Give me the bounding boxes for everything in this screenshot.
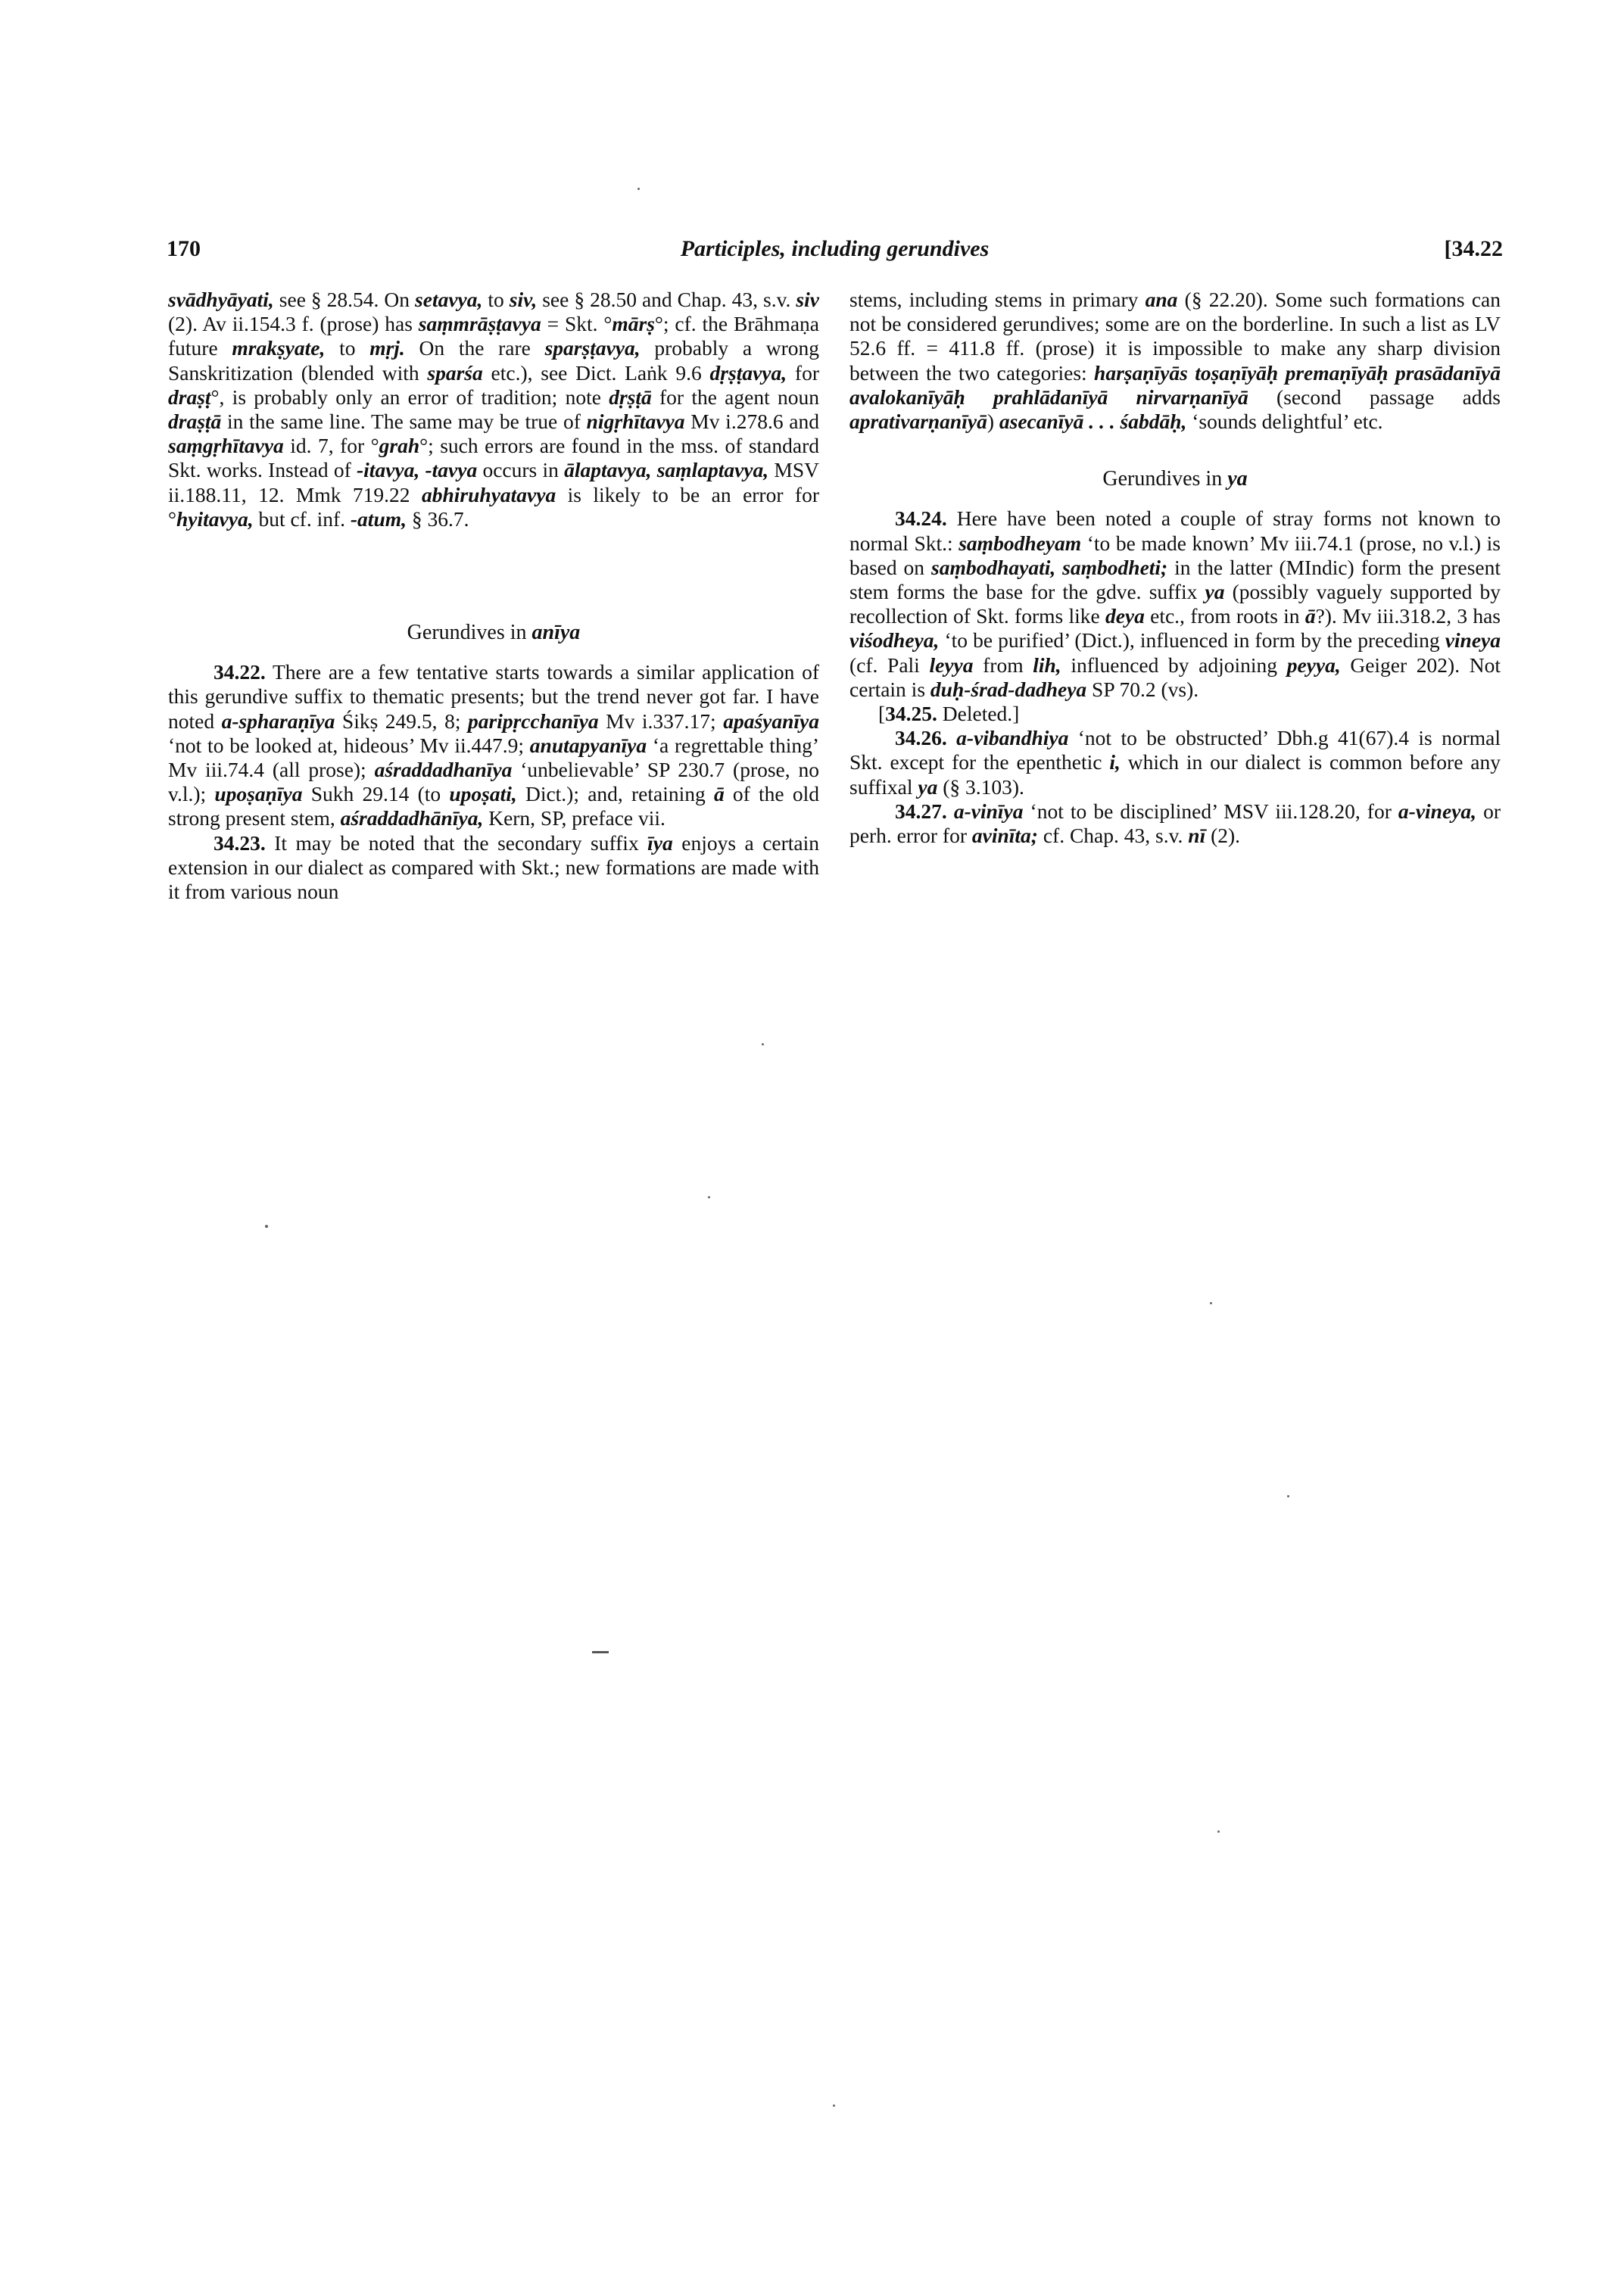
section-number: 34.26. <box>895 726 947 750</box>
text-run: (§ 22.20). Some such formations can not be considered gerundives; some are on the borderline. In such a list as LV 52.6 ff. = 411.8 ff. (prose) it is impossible to make any sharp division between the two categories: <box>849 288 1501 385</box>
term: -itavya, -tavya <box>357 458 478 482</box>
running-header <box>167 236 1503 266</box>
text-run: ?). Mv iii.318.2, 3 has <box>1315 604 1501 628</box>
text-run: cf. Chap. 43, s.v. <box>1037 824 1189 848</box>
text-run: (second passage adds <box>1248 385 1501 409</box>
paragraph-continuation-right <box>849 288 1501 434</box>
paragraph-34-24 <box>849 506 1501 702</box>
term: a-vinīya <box>953 799 1024 823</box>
text-run: etc.), see Dict. Laṅk 9.6 <box>482 360 710 385</box>
term: aprativarṇanīyā <box>849 410 987 434</box>
text-run: to <box>325 336 370 360</box>
term: viśodheya, <box>849 628 940 653</box>
text-run: but cf. inf. <box>253 506 351 531</box>
term: avinīta; <box>971 824 1038 848</box>
section-number: 34.23. <box>214 830 266 855</box>
text-run: or perh. error for <box>849 799 1501 848</box>
scan-speck <box>708 1196 710 1198</box>
term: anutapyanīya <box>529 733 647 757</box>
text-run: occurs in <box>477 458 565 482</box>
text-run: (§ 3.103). <box>937 774 1024 799</box>
scan-speck <box>265 1225 268 1228</box>
term: saṃbodheyam <box>959 531 1082 555</box>
term: apaśyanīya <box>723 709 820 733</box>
paragraph-34-22 <box>168 660 819 830</box>
page-number: 170 <box>167 236 201 261</box>
text-run: influenced by adjoining <box>1061 653 1287 677</box>
section-heading-aniya <box>168 621 819 645</box>
term: ana <box>1145 288 1178 311</box>
term: paripṛcchanīya <box>468 709 599 733</box>
term: harṣaṇīyās toṣaṇīyāḥ premaṇīyāḥ prasādanīyā avalokanīyāḥ prahlādanīyā nirvarṇanīyā <box>849 360 1501 409</box>
term: siv <box>796 288 819 311</box>
term: mrakṣyate, <box>232 336 326 360</box>
paragraph-34-26 <box>849 726 1501 799</box>
text-run: Sukh 29.14 (to <box>302 782 450 806</box>
text-run: § 36.7. <box>407 506 469 531</box>
heading-text: Gerundives in <box>407 621 532 645</box>
text-run: There are a few tentative starts towards a similar application of this gerundive suffix to thematic presents; but the trend never got far. I have noted <box>168 660 819 733</box>
text-run: see § 28.54. On <box>273 288 416 311</box>
right-column <box>849 288 1501 848</box>
text-run: Mv i.337.17; <box>598 709 724 733</box>
paragraph-34-23 <box>168 831 819 905</box>
term: peyya, <box>1286 653 1341 677</box>
text-run: Here have been noted a couple of stray forms not known to normal Skt.: <box>849 506 1501 555</box>
scan-speck <box>1287 1495 1289 1497</box>
text-run: MSV ii.188.11, 12. Mmk 719.22 <box>168 458 819 506</box>
text-run: (2). <box>1205 824 1241 848</box>
term: dṛṣṭā <box>609 385 652 409</box>
text-run: etc., from roots in <box>1144 604 1305 628</box>
term: asecanīyā . . . śabdāḥ, <box>999 410 1187 434</box>
text-run: enjoys a certain extension in our dialect as compared with Skt.; new formations are made with it from various noun <box>168 830 820 904</box>
term: abhiruhyatavya <box>421 482 556 506</box>
term: deya <box>1105 604 1145 628</box>
text-run: see § 28.50 and Chap. 43, s.v. <box>537 288 796 311</box>
term: dṛṣṭavya, <box>709 360 787 385</box>
left-column <box>168 288 819 904</box>
term: sparśa <box>427 360 483 385</box>
term: lih, <box>1033 653 1061 677</box>
text-run: ‘a regrettable thing’ Mv iii.74.4 (all prose); <box>168 733 819 782</box>
scan-mark <box>592 1651 609 1653</box>
text-run: ‘sounds delightful’ etc. <box>1186 410 1383 434</box>
term: draṣṭā <box>168 410 222 434</box>
term: duḥ-śrad-dadheya <box>930 677 1087 701</box>
section-heading-ya <box>849 467 1501 491</box>
section-number: 34.25. <box>885 702 937 726</box>
term: upoṣati, <box>449 782 517 806</box>
scan-speck <box>637 188 640 190</box>
section-reference: [34.22 <box>1444 236 1503 261</box>
text-run <box>947 799 954 823</box>
text-run: is likely to be an error for ° <box>168 482 820 531</box>
paragraph-continuation <box>168 288 819 531</box>
term: saṃbodhayati, saṃbodheti; <box>931 555 1168 579</box>
term: sparṣṭavya, <box>544 336 641 360</box>
term: draṣṭ <box>168 385 211 409</box>
scan-speck <box>1217 1830 1220 1833</box>
term: aśraddadhānīya, <box>340 806 484 830</box>
running-title: Participles, including gerundives <box>680 236 990 261</box>
text-run: in the same line. The same may be true of <box>221 410 587 434</box>
term: siv, <box>509 288 538 311</box>
section-number: 34.27. <box>895 799 947 823</box>
text-run: Geiger 202). Not certain is <box>849 653 1501 701</box>
heading-text: Gerundives in <box>1102 467 1228 491</box>
text-run: Deleted.] <box>937 702 1020 726</box>
text-run: = Skt. ° <box>541 312 613 336</box>
text-run: to <box>482 288 510 311</box>
heading-term: ya <box>1227 467 1248 491</box>
term: hyitavya, <box>176 506 254 531</box>
term: saṃmrāṣṭavya <box>418 312 541 336</box>
text-run: SP 70.2 (vs). <box>1086 677 1199 701</box>
term: ya <box>918 774 938 799</box>
heading-term: anīya <box>531 621 581 645</box>
term: ā <box>1304 604 1316 628</box>
text-run: for <box>787 360 819 385</box>
text-run: (possibly vaguely supported by recollection of Skt. forms like <box>849 580 1501 628</box>
term: grah <box>379 434 420 458</box>
term: nigṛhītavya <box>586 410 685 434</box>
section-number: 34.22. <box>214 660 266 684</box>
term: -atum, <box>350 506 407 531</box>
term: a-vibandhiya <box>956 726 1069 750</box>
text-run: Śikṣ 249.5, 8; <box>335 709 468 733</box>
text-run: id. 7, for ° <box>283 434 379 458</box>
text-run: [ <box>878 702 886 726</box>
term: vineya <box>1445 628 1501 653</box>
term: setavya, <box>415 288 483 311</box>
scan-speck <box>1210 1302 1212 1304</box>
term: ālaptavya, saṃlaptavya, <box>564 458 769 482</box>
term: īya <box>647 830 673 855</box>
scan-speck <box>833 2105 835 2107</box>
term: svādhyāyati, <box>168 288 274 311</box>
text-run: On the rare <box>404 336 545 360</box>
term: i, <box>1109 750 1121 774</box>
text-run: Dict.); and, retaining <box>516 782 714 806</box>
text-run: stems, including stems in primary <box>849 288 1146 311</box>
term: a-vineya, <box>1398 799 1477 823</box>
text-run: It may be noted that the secondary suffix <box>265 830 648 855</box>
term: ā <box>713 782 725 806</box>
paragraph-34-25 <box>849 702 1501 726</box>
term: leyya <box>929 653 974 677</box>
text-run: (2). Av ii.154.3 f. (prose) has <box>168 312 419 336</box>
term: ya <box>1205 580 1225 604</box>
term: nī <box>1188 824 1206 848</box>
paragraph-34-27 <box>849 799 1501 848</box>
text-run: in the latter (MIndic) form the present stem forms the base for the gdve. suffix <box>849 555 1501 604</box>
text-run: (cf. Pali <box>849 653 930 677</box>
text-run: ‘not to be looked at, hideous’ Mv ii.447.9; <box>168 733 530 757</box>
term: a-spharaṇīya <box>221 709 335 733</box>
text-run: ‘not to be disciplined’ MSV iii.128.20, for <box>1023 799 1398 823</box>
text-run: probably a wrong Sanskritization (blended with <box>168 336 820 385</box>
text-run: °; such errors are found in the mss. of standard Skt. works. Instead of <box>168 434 819 482</box>
term: upoṣaṇīya <box>214 782 303 806</box>
section-number: 34.24. <box>895 506 947 531</box>
text-run: Kern, SP, preface vii. <box>483 806 665 830</box>
text-run: ) <box>987 410 999 434</box>
term: saṃgṛhītavya <box>168 434 284 458</box>
text-run: from <box>973 653 1033 677</box>
text-run: for the agent noun <box>651 385 819 409</box>
term: aśraddadhanīya <box>374 758 513 782</box>
text-run: ‘to be purified’ (Dict.), influenced in form by the preceding <box>939 628 1445 653</box>
text-run <box>947 726 956 749</box>
text-run: ‘unbelievable’ SP 230.7 (prose, no v.l.); <box>168 758 819 806</box>
text-run: of the old strong present stem, <box>168 782 819 830</box>
text-run: °; cf. the Brāhmaṇa future <box>168 312 819 360</box>
text-run: ‘to be made known’ Mv iii.74.1 (prose, no v.l.) is based on <box>849 531 1501 579</box>
text-run: which in our dialect is common before any suffixal <box>849 750 1501 799</box>
text-run: ‘not to be obstructed’ Dbh.g 41(67).4 is normal Skt. except for the epenthetic <box>849 726 1501 774</box>
text-run: Mv i.278.6 and <box>684 410 819 434</box>
scan-speck <box>762 1043 764 1045</box>
text-run: °, is probably only an error of tradition; note <box>210 385 609 409</box>
term: mārṣ <box>612 312 655 336</box>
term: mṛj. <box>369 336 405 360</box>
